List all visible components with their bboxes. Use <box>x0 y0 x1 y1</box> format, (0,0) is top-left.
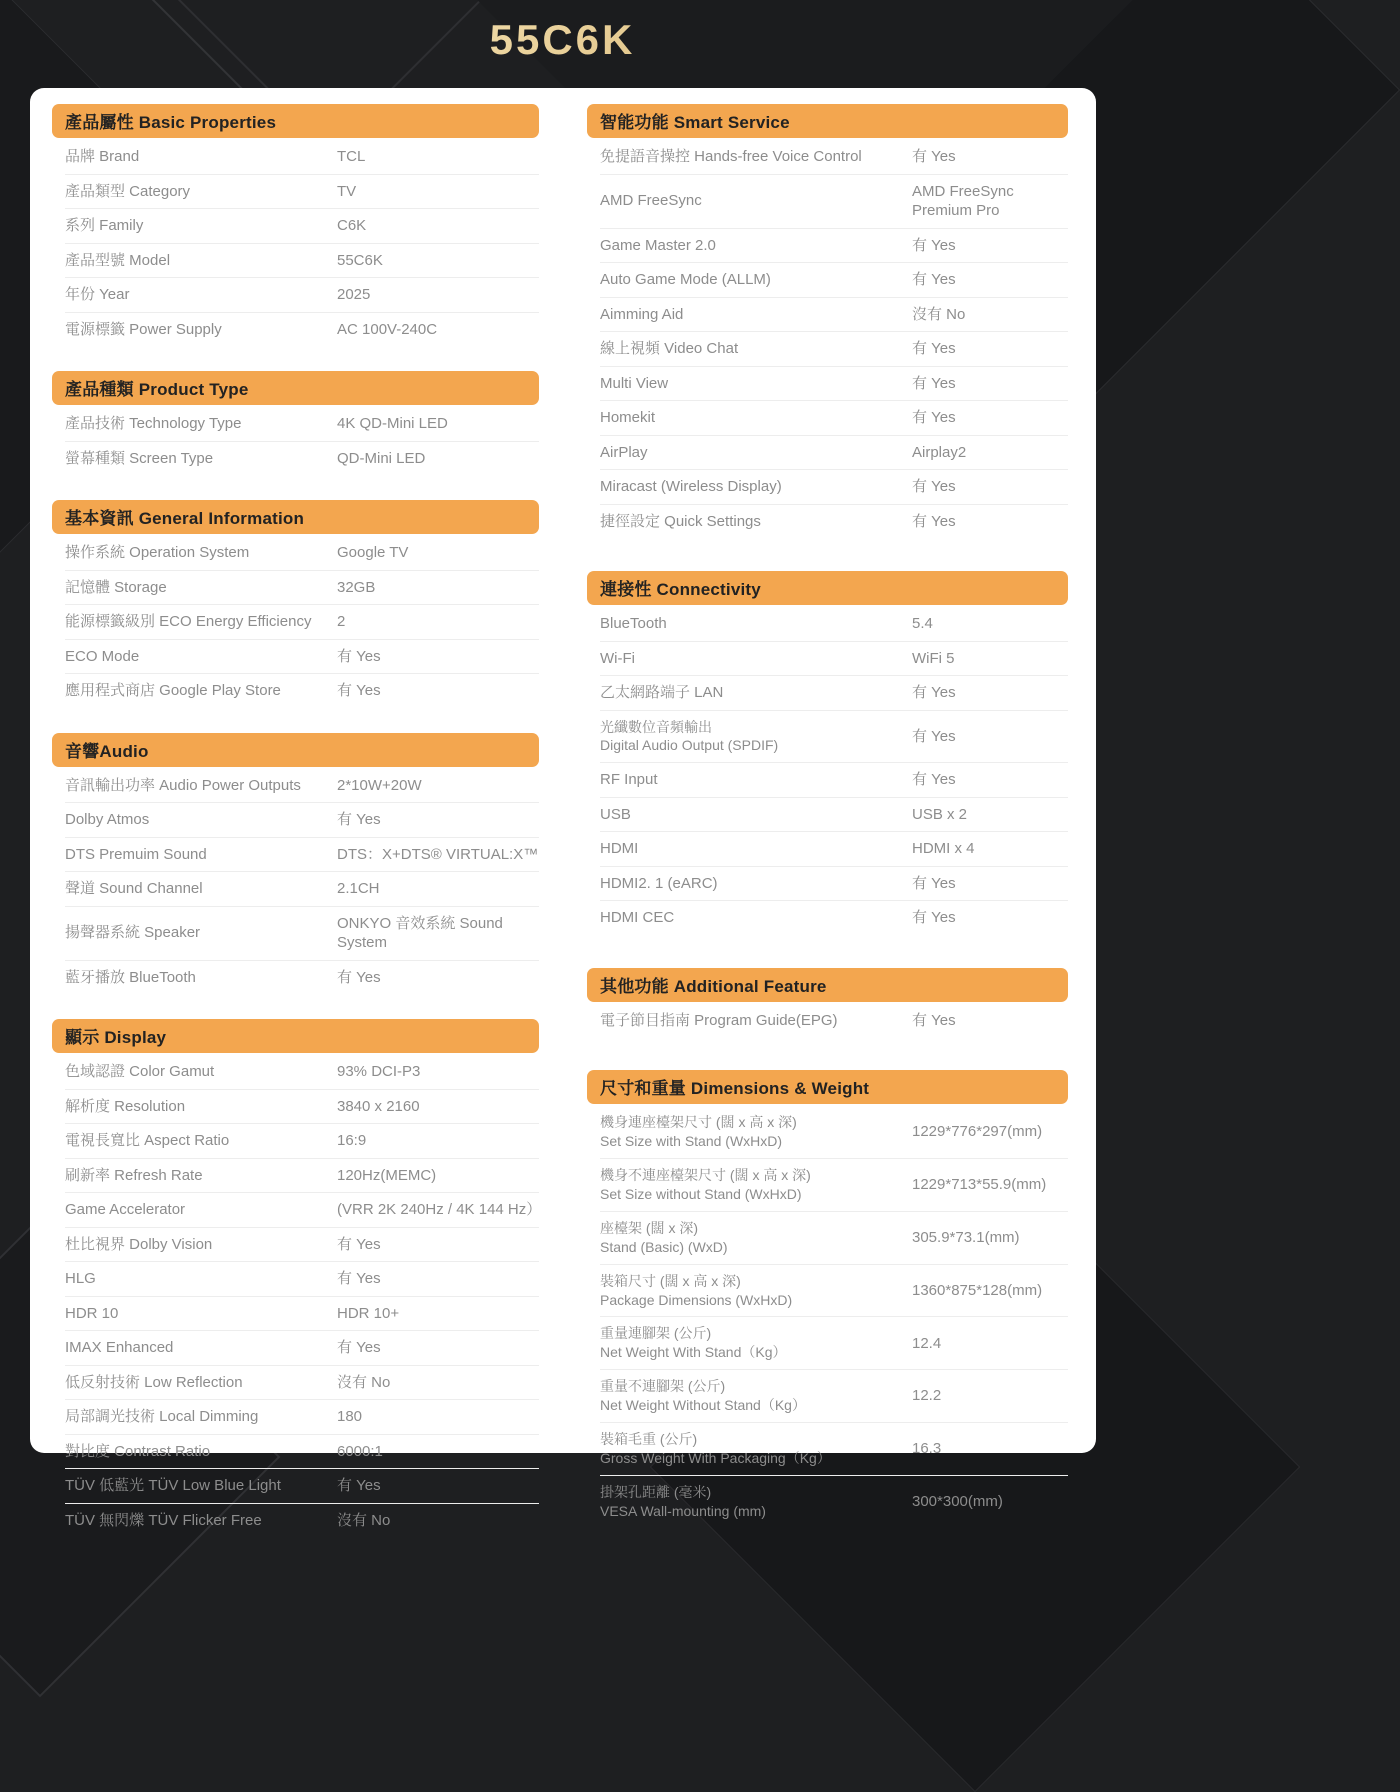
row-label <box>600 1324 912 1362</box>
spec-row <box>65 175 539 210</box>
row-label <box>65 923 337 943</box>
row-label <box>600 236 912 256</box>
spec-row <box>600 505 1068 539</box>
row-label-line-1: Dolby Atmos <box>65 811 150 828</box>
row-label-line-2: Digital Audio Output (SPDIF) <box>600 737 779 754</box>
row-value: ONKYO 音效系統 Sound System <box>337 914 503 951</box>
spec-row <box>600 676 1068 711</box>
spec-row <box>65 1504 539 1538</box>
row-label-line-1: 局部調光技術 Local Dimming <box>65 1408 259 1425</box>
spec-row <box>65 1331 539 1366</box>
row-label <box>600 191 912 211</box>
spec-row <box>65 674 539 708</box>
row-label <box>65 1062 337 1082</box>
section-header-dimensions-weight: 尺寸和重量 Dimensions & Weight <box>587 1070 1068 1104</box>
section-rows <box>587 1104 1068 1527</box>
row-value: 55C6K <box>337 251 383 269</box>
spec-row <box>65 1400 539 1435</box>
row-label <box>65 1200 337 1220</box>
row-label-line-1: 應用程式商店 Google Play Store <box>65 682 281 699</box>
spec-row <box>65 961 539 995</box>
row-label-line-2: Stand (Basic) (WxD) <box>600 1238 728 1255</box>
row-value: 1229*713*55.9(mm) <box>912 1176 1047 1194</box>
row-value: 180 <box>337 1408 363 1425</box>
spec-row <box>65 1090 539 1125</box>
spec-row <box>65 244 539 279</box>
row-label-line-1: 低反射技術 Low Reflection <box>65 1373 243 1391</box>
row-value: 有 Yes <box>912 1011 956 1029</box>
row-value: Airplay2 <box>912 443 967 461</box>
row-value: 有 Yes <box>912 148 956 165</box>
row-value: 2025 <box>337 286 371 303</box>
spec-row <box>600 832 1068 867</box>
spec-row <box>600 867 1068 902</box>
spec-row <box>600 229 1068 264</box>
spec-row <box>65 407 539 442</box>
row-label-line-1: HDMI2. 1 (eARC) <box>600 874 718 892</box>
row-value: 有 Yes <box>337 1235 381 1253</box>
row-value: 3840 x 2160 <box>337 1097 420 1115</box>
spec-row <box>600 1106 1068 1159</box>
row-label-line-1: 電源標籤 Power Supply <box>65 320 222 338</box>
section-header-display: 顯示 Display <box>52 1019 539 1053</box>
row-label <box>600 477 912 497</box>
row-label <box>600 614 912 634</box>
row-label-line-1: 產品技術 Technology Type <box>65 415 242 432</box>
row-label-line-1: AMD FreeSync <box>600 192 702 210</box>
spec-row <box>600 436 1068 471</box>
row-label <box>600 770 912 790</box>
row-label <box>600 443 912 463</box>
row-value: 2 <box>337 613 346 630</box>
row-label-line-1: USB <box>600 805 631 823</box>
row-label <box>600 1377 912 1415</box>
row-label-line-1: 捷徑設定 Quick Settings <box>600 512 761 530</box>
row-value: 有 Yes <box>912 727 956 745</box>
spec-row <box>65 1435 539 1470</box>
row-label <box>600 1166 912 1204</box>
row-value: 2*10W+20W <box>337 776 422 794</box>
row-value: 有 Yes <box>337 968 381 986</box>
row-label-line-1: 掛架孔距離 (毫米) <box>600 1483 712 1500</box>
row-label-line-1: 乙太網路端子 LAN <box>600 684 724 701</box>
row-label <box>65 612 337 632</box>
row-label-line-1: 座檯架 (闊 x 深) <box>600 1219 698 1236</box>
row-label-line-1: 產品型號 Model <box>65 251 171 269</box>
row-label <box>600 1430 912 1468</box>
spec-row <box>65 605 539 640</box>
section-smart-service <box>587 104 1068 538</box>
row-label <box>65 1304 337 1324</box>
spec-row <box>65 872 539 907</box>
row-value: HDR 10+ <box>337 1304 400 1322</box>
row-label <box>65 1131 337 1151</box>
spec-row <box>600 1159 1068 1212</box>
spec-row <box>600 140 1068 175</box>
row-label <box>65 810 337 830</box>
section-dimensions-weight <box>587 1070 1068 1527</box>
spec-row <box>65 640 539 675</box>
row-label <box>600 147 912 167</box>
row-label <box>65 1097 337 1117</box>
row-value: 有 Yes <box>337 1477 381 1494</box>
row-label <box>600 1113 912 1151</box>
spec-row <box>65 313 539 347</box>
row-label-line-1: 記憶體 Storage <box>65 578 167 596</box>
row-label-line-1: Miracast (Wireless Display) <box>600 478 782 495</box>
left-column <box>52 104 542 1529</box>
section-rows <box>52 534 539 708</box>
row-label-line-1: 能源標籤級別 ECO Energy Efficiency <box>65 613 312 630</box>
row-label-line-1: 聲道 Sound Channel <box>65 880 203 897</box>
row-label <box>65 681 337 701</box>
row-label-line-1: 螢幕種類 Screen Type <box>65 449 214 467</box>
spec-row <box>600 798 1068 833</box>
row-label-line-1: 重量連腳架 (公斤) <box>600 1325 712 1342</box>
row-value: 93% DCI-P3 <box>337 1063 421 1080</box>
row-label-line-1: BlueTooth <box>600 615 667 632</box>
row-value: (VRR 2K 240Hz / 4K 144 Hz） <box>337 1201 542 1218</box>
row-value: 有 Yes <box>337 647 381 665</box>
spec-row <box>65 1159 539 1194</box>
row-value: DTS：X+DTS® VIRTUAL:X™ <box>337 845 539 863</box>
spec-row <box>65 769 539 804</box>
row-value: 16.3 <box>912 1440 942 1458</box>
row-value: USB x 2 <box>912 805 968 823</box>
spec-row <box>600 1476 1068 1528</box>
row-value: 有 Yes <box>337 1270 381 1287</box>
row-value: 6000:1 <box>337 1442 383 1460</box>
row-label <box>600 805 912 825</box>
row-value: C6K <box>337 217 367 234</box>
row-label-line-2: Net Weight Without Stand（Kg） <box>600 1397 806 1414</box>
spec-row <box>600 263 1068 298</box>
section-audio <box>52 733 539 995</box>
row-label <box>600 305 912 325</box>
row-label-line-1: TÜV 無閃爍 TÜV Flicker Free <box>65 1511 262 1529</box>
row-label <box>65 1511 337 1531</box>
spec-row <box>600 711 1068 764</box>
row-label <box>65 1407 337 1427</box>
section-header-additional-feature: 其他功能 Additional Feature <box>587 968 1068 1002</box>
row-label-line-1: 電視長寬比 Aspect Ratio <box>65 1132 230 1149</box>
row-label <box>600 839 912 859</box>
row-label-line-1: 對比度 Contrast Ratio <box>65 1442 211 1460</box>
row-label-line-1: RF Input <box>600 771 658 789</box>
section-additional-feature <box>587 968 1068 1038</box>
row-label-line-2: Set Size with Stand (WxHxD) <box>600 1133 783 1150</box>
section-connectivity <box>587 571 1068 935</box>
row-value: 有 Yes <box>337 1339 381 1356</box>
section-basic-properties <box>52 104 539 346</box>
row-label <box>65 1269 337 1289</box>
row-label <box>65 1166 337 1186</box>
row-label-line-1: 裝箱尺寸 (闊 x 高 x 深) <box>600 1272 741 1289</box>
row-value: 有 Yes <box>912 271 956 288</box>
row-label-line-1: Wi-Fi <box>600 649 635 667</box>
row-label <box>600 718 912 756</box>
row-value: 5.4 <box>912 615 933 632</box>
row-label <box>600 512 912 532</box>
row-label <box>65 414 337 434</box>
row-label <box>65 285 337 305</box>
row-label-line-1: 線上視頻 Video Chat <box>600 340 739 357</box>
row-label <box>65 216 337 236</box>
spec-row <box>65 442 539 476</box>
row-label-line-1: 電子節目指南 Program Guide(EPG) <box>600 1011 838 1029</box>
spec-row <box>600 1370 1068 1423</box>
row-label <box>600 374 912 394</box>
row-value: 沒有 No <box>912 305 966 323</box>
row-label <box>600 1483 912 1521</box>
spec-row <box>600 401 1068 436</box>
section-header-general-information: 基本資訊 General Information <box>52 500 539 534</box>
row-label-line-2: Package Dimensions (WxHxD) <box>600 1291 793 1308</box>
row-label <box>65 182 337 202</box>
row-label <box>65 776 337 796</box>
row-label <box>65 879 337 899</box>
row-label <box>65 578 337 598</box>
row-label-line-1: 產品類型 Category <box>65 182 191 200</box>
row-value: 有 Yes <box>912 478 956 495</box>
spec-row <box>600 1317 1068 1370</box>
spec-row <box>600 470 1068 505</box>
spec-row <box>65 278 539 313</box>
row-value: 2.1CH <box>337 880 380 897</box>
row-label <box>65 1338 337 1358</box>
row-label-line-1: 機身不連座檯架尺寸 (闊 x 高 x 深) <box>600 1167 811 1184</box>
row-label-line-1: Game Master 2.0 <box>600 236 716 254</box>
row-label-line-2: VESA Wall-mounting (mm) <box>600 1502 766 1519</box>
row-label-line-1: 品牌 Brand <box>65 148 140 165</box>
row-label-line-1: AirPlay <box>600 443 648 461</box>
section-header-product-type: 產品種類 Product Type <box>52 371 539 405</box>
row-label-line-1: 揚聲器系統 Speaker <box>65 924 201 942</box>
row-value: 有 Yes <box>912 909 956 927</box>
row-label-line-1: IMAX Enhanced <box>65 1339 174 1356</box>
section-header-basic-properties: 產品屬性 Basic Properties <box>52 104 539 138</box>
row-label <box>65 845 337 865</box>
spec-row <box>600 1004 1068 1038</box>
row-label <box>600 1219 912 1257</box>
row-value: Google TV <box>337 544 409 561</box>
section-header-audio: 音響Audio <box>52 733 539 767</box>
row-value: 1229*776*297(mm) <box>912 1123 1043 1141</box>
row-label <box>65 1235 337 1255</box>
spec-row <box>600 332 1068 367</box>
row-value: TV <box>337 182 357 200</box>
row-value: 有 Yes <box>337 682 381 699</box>
section-rows <box>587 1002 1068 1038</box>
row-label <box>600 649 912 669</box>
row-label-line-1: 免提語音操控 Hands-free Voice Control <box>600 148 862 165</box>
row-value: 有 Yes <box>912 874 956 892</box>
row-label <box>65 147 337 167</box>
spec-row <box>65 838 539 873</box>
row-label-line-1: 解析度 Resolution <box>65 1097 186 1115</box>
right-column <box>587 104 1068 1519</box>
row-value: 有 Yes <box>912 374 956 392</box>
row-label-line-1: 杜比視界 Dolby Vision <box>65 1235 213 1253</box>
row-label-line-1: DTS Premuim Sound <box>65 845 207 863</box>
section-rows <box>52 405 539 475</box>
row-label <box>600 270 912 290</box>
row-label-line-2: Gross Weight With Packaging（Kg） <box>600 1449 831 1466</box>
row-label <box>600 1272 912 1310</box>
row-value: 120Hz(MEMC) <box>337 1166 437 1184</box>
spec-row <box>600 1265 1068 1318</box>
row-label <box>600 1011 912 1031</box>
spec-row <box>65 209 539 244</box>
row-value: 有 Yes <box>912 512 956 530</box>
row-label-line-1: Auto Game Mode (ALLM) <box>600 271 771 288</box>
row-label-line-1: 裝箱毛重 (公斤) <box>600 1430 698 1447</box>
row-label-line-1: 色域認證 Color Gamut <box>65 1063 215 1080</box>
spec-row <box>600 367 1068 402</box>
row-value: AC 100V-240C <box>337 320 438 338</box>
row-value: 有 Yes <box>912 771 956 789</box>
row-value: HDMI x 4 <box>912 840 975 858</box>
row-label <box>600 683 912 703</box>
row-label <box>65 449 337 469</box>
row-label-line-1: HDMI CEC <box>600 909 675 927</box>
row-label-line-1: 機身連座檯架尺寸 (闊 x 高 x 深) <box>600 1114 797 1131</box>
row-label-line-1: 藍牙播放 BlueTooth <box>65 968 196 986</box>
spec-row <box>65 536 539 571</box>
section-rows <box>52 767 539 995</box>
spec-row <box>600 175 1068 229</box>
row-label <box>65 320 337 340</box>
row-label-line-1: Multi View <box>600 374 669 392</box>
spec-row <box>65 1228 539 1263</box>
spec-row <box>65 907 539 961</box>
row-value: AMD FreeSync Premium Pro <box>912 182 1014 219</box>
section-rows <box>587 138 1068 538</box>
row-label-line-2: Set Size without Stand (WxHxD) <box>600 1185 802 1202</box>
spec-row <box>65 1055 539 1090</box>
row-label <box>65 968 337 988</box>
row-label <box>65 647 337 667</box>
spec-row <box>65 1366 539 1401</box>
row-value: 4K QD-Mini LED <box>337 415 448 432</box>
spec-row <box>65 803 539 838</box>
row-label-line-1: Aimming Aid <box>600 305 684 323</box>
spec-row <box>600 642 1068 677</box>
spec-row <box>65 1262 539 1297</box>
row-value: 1360*875*128(mm) <box>912 1281 1043 1299</box>
row-value: 有 Yes <box>912 409 956 426</box>
spec-row <box>600 901 1068 935</box>
row-label-line-1: HLG <box>65 1270 96 1287</box>
row-value: 有 Yes <box>337 811 381 828</box>
row-label-line-1: HDMI <box>600 840 639 858</box>
spec-row <box>65 140 539 175</box>
row-value: 有 Yes <box>912 236 956 254</box>
row-value: 12.4 <box>912 1334 942 1352</box>
row-label-line-1: ECO Mode <box>65 647 140 665</box>
row-label <box>65 1442 337 1462</box>
section-rows <box>587 605 1068 935</box>
spec-row <box>600 298 1068 333</box>
row-label-line-1: 刷新率 Refresh Rate <box>65 1166 203 1184</box>
row-label-line-1: 系列 Family <box>65 217 144 234</box>
spec-row <box>600 1212 1068 1265</box>
section-header-smart-service: 智能功能 Smart Service <box>587 104 1068 138</box>
row-value: 305.9*73.1(mm) <box>912 1228 1020 1246</box>
row-value: 300*300(mm) <box>912 1492 1003 1510</box>
row-label-line-1: 重量不連腳架 (公斤) <box>600 1378 726 1395</box>
spec-row <box>600 763 1068 798</box>
section-general-information <box>52 500 539 708</box>
spec-row <box>65 1124 539 1159</box>
section-header-connectivity: 連接性 Connectivity <box>587 571 1068 605</box>
row-label-line-1: HDR 10 <box>65 1304 119 1322</box>
spec-row <box>65 1469 539 1504</box>
row-label <box>65 1373 337 1393</box>
row-value: TCL <box>337 148 366 165</box>
section-display <box>52 1019 542 1537</box>
section-product-type <box>52 371 539 475</box>
row-label <box>600 908 912 928</box>
row-value: 有 Yes <box>912 340 956 357</box>
row-label <box>600 339 912 359</box>
row-label-line-1: Homekit <box>600 409 656 426</box>
spec-card <box>30 88 1096 1529</box>
row-label-line-1: 音訊輸出功率 Audio Power Outputs <box>65 776 301 794</box>
section-rows <box>52 138 539 346</box>
row-label-line-1: 光纖數位音頻輸出 <box>600 718 712 735</box>
row-value: QD-Mini LED <box>337 449 426 467</box>
row-label <box>600 408 912 428</box>
row-label-line-1: 操作系統 Operation System <box>65 544 250 561</box>
spec-row <box>65 571 539 606</box>
page-title: 55C6K <box>0 16 1125 64</box>
row-label <box>600 874 912 894</box>
row-value: WiFi 5 <box>912 649 955 667</box>
spec-row <box>600 607 1068 642</box>
row-value: 16:9 <box>337 1132 367 1149</box>
row-label <box>65 251 337 271</box>
row-value: 有 Yes <box>912 684 956 701</box>
row-value: 沒有 No <box>337 1373 391 1391</box>
row-label <box>65 543 337 563</box>
spec-row <box>65 1193 542 1228</box>
row-label-line-2: Net Weight With Stand（Kg） <box>600 1344 787 1361</box>
row-value: 32GB <box>337 578 376 596</box>
spec-row <box>600 1423 1068 1476</box>
row-value: 沒有 No <box>337 1511 391 1529</box>
row-label-line-1: 年份 Year <box>65 286 130 303</box>
spec-row <box>65 1297 539 1332</box>
row-label-line-1: TÜV 低藍光 TÜV Low Blue Light <box>65 1477 281 1494</box>
row-label-line-1: Game Accelerator <box>65 1201 186 1218</box>
row-label <box>65 1476 337 1496</box>
row-value: 12.2 <box>912 1387 942 1405</box>
section-rows <box>52 1053 542 1537</box>
